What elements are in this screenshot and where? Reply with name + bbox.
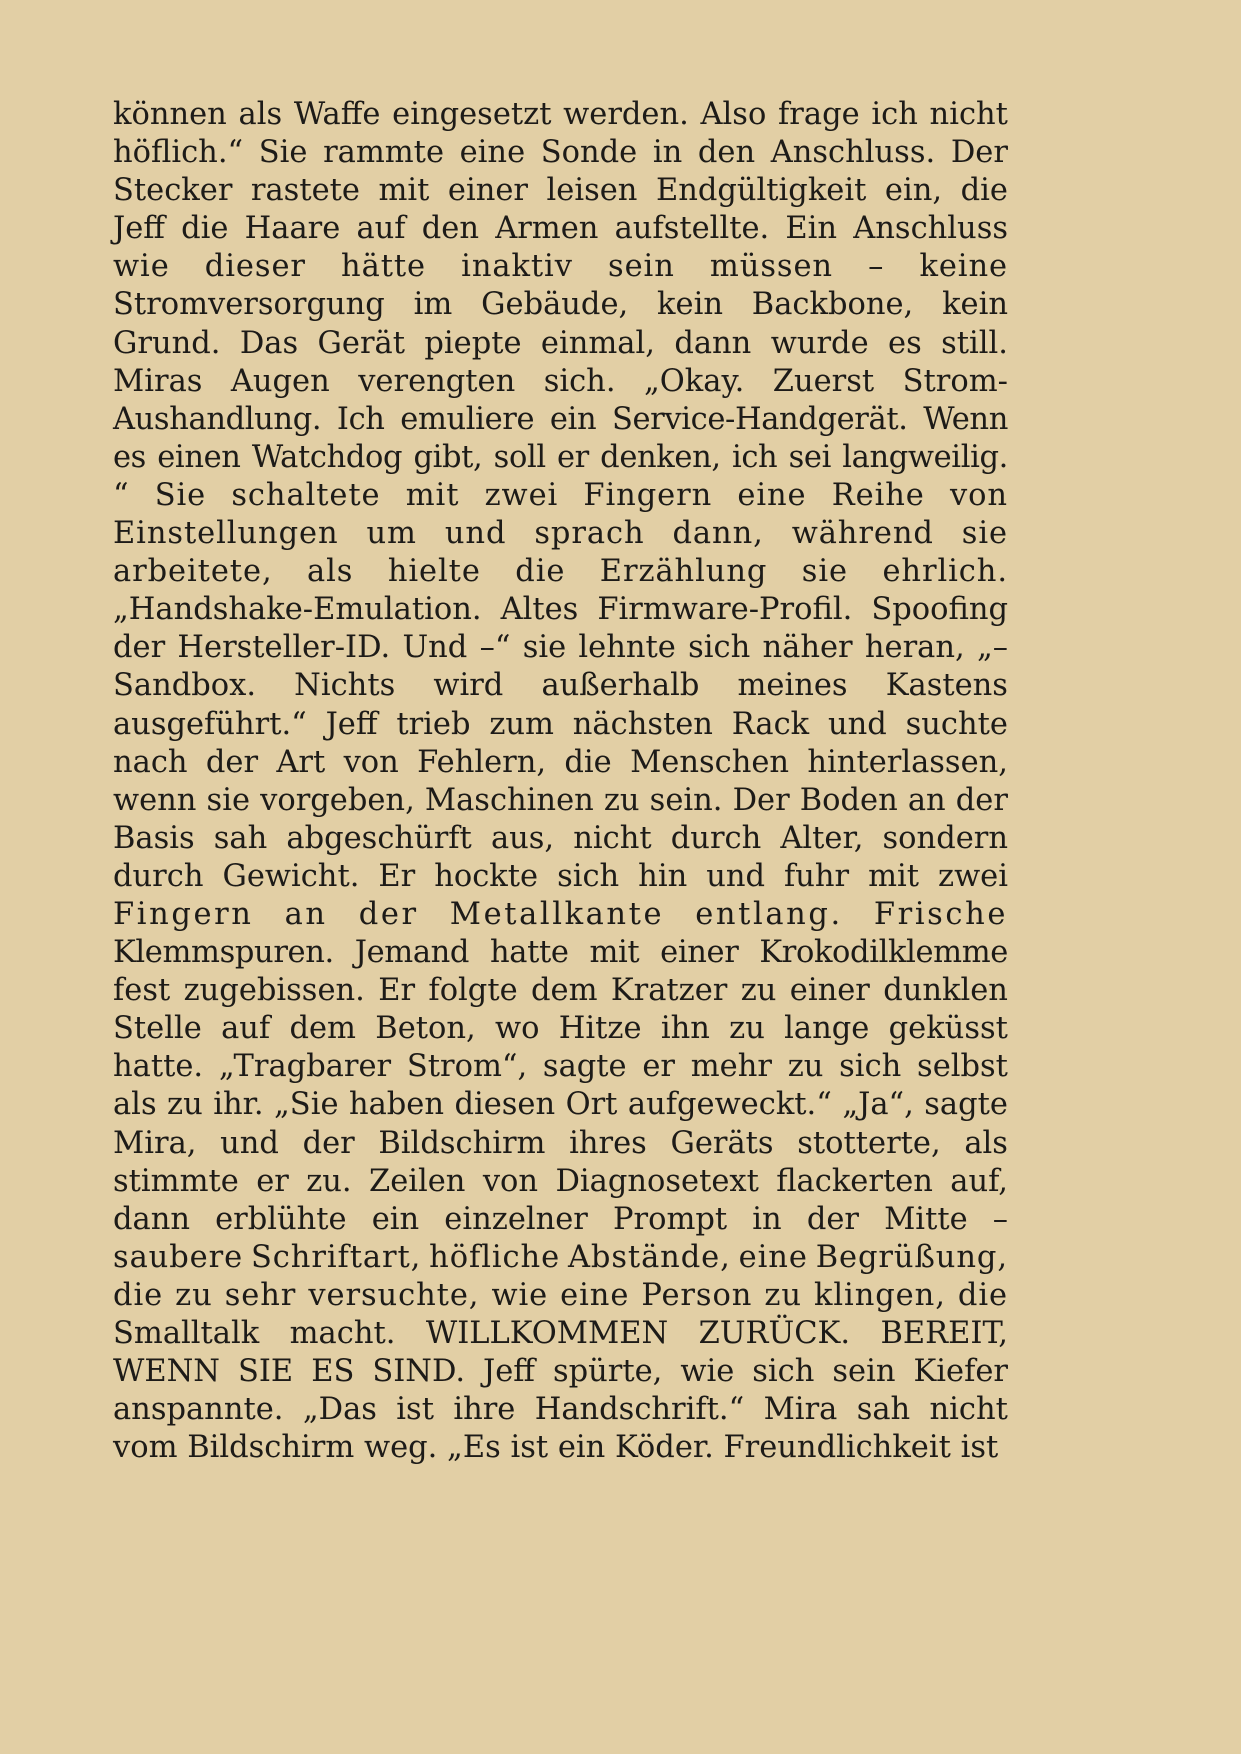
text-line: Smalltalk macht. WILLKOMMEN ZURÜCK. BEREIT, [113,1316,1008,1351]
text-line: Fingern an der Metallkante entlang. Frische [113,896,1008,932]
text-line: als zu ihr. „Sie haben diesen Ort aufgeweckt.“ „Ja“, sagte [113,1087,1008,1123]
text-line: WENN SIE ES SIND. Jeff spürte, wie sich sein Kiefer [113,1354,1008,1390]
text-line: wenn sie vorgeben, Maschinen zu sein. Der Boden an der [113,782,1008,818]
text-line: es einen Watchdog gibt, soll er denken, ich sei langweilig. [113,439,1008,475]
text-line: anspannte. „Das ist ihre Handschrift.“ Mira sah nicht [113,1392,1008,1428]
text-line: “ Sie schaltete mit zwei Fingern eine Reihe von [113,477,1008,513]
text-line: ausgeführt.“ Jeff trieb zum nächsten Rack und suchte [113,706,1008,742]
text-line: Miras Augen verengten sich. „Okay. Zuerst Strom- [113,363,1008,399]
text-line: durch Gewicht. Er hockte sich hin und fuhr mit zwei [113,858,1008,894]
text-line: der Hersteller-ID. Und –“ sie lehnte sich näher heran, „– [113,630,1008,666]
text-line: höflich.“ Sie rammte eine Sonde in den Anschluss. Der [113,135,1008,171]
text-line: Stelle auf dem Beton, wo Hitze ihn zu lange geküsst [113,1011,1008,1047]
text-line: hatte. „Tragbarer Strom“, sagte er mehr zu sich selbst [113,1049,1008,1085]
text-line: Mira, und der Bildschirm ihres Geräts stotterte, als [113,1125,1008,1161]
page-text-block [113,96,1008,1467]
text-line: stimmte er zu. Zeilen von Diagnosetext flackerten auf, [113,1163,1008,1199]
text-line: Aushandlung. Ich emuliere ein Service-Handgerät. Wenn [113,401,1008,437]
text-line: nach der Art von Fehlern, die Menschen hinterlassen, [113,744,1008,780]
body-text [113,96,1008,1467]
text-line: Stromversorgung im Gebäude, kein Backbone, kein [113,287,1008,323]
text-line: arbeitete, als hielte die Erzählung sie ehrlich. [113,554,1008,590]
text-line: „Handshake-Emulation. Altes Firmware-Profil. Spoofing [113,592,1008,628]
text-line: Grund. Das Gerät piepte einmal, dann wurde es still. [113,325,1008,361]
text-line: Basis sah abgeschürft aus, nicht durch Alter, sondern [113,820,1008,856]
text-line: Jeff die Haare auf den Armen aufstellte. Ein Anschluss [113,211,1008,247]
text-line: Klemmspuren. Jemand hatte mit einer Krokodilklemme [113,935,1008,971]
text-line: Stecker rastete mit einer leisen Endgültigkeit ein, die [113,173,1008,209]
text-line: Einstellungen um und sprach dann, während sie [113,516,1008,552]
text-line: können als Waffe eingesetzt werden. Also frage ich nicht [113,97,1008,132]
text-line: wie dieser hätte inaktiv sein müssen – keine [113,249,1008,285]
text-line: die zu sehr versuchte, wie eine Person zu klingen, die [113,1277,1008,1313]
text-line: saubere Schriftart, höfliche Abstände, eine Begrüßung, [113,1239,1008,1275]
text-line: vom Bildschirm weg. „Es ist ein Köder. Freundlichkeit ist [113,1430,999,1466]
text-line: Sandbox. Nichts wird außerhalb meines Kastens [113,668,1008,704]
text-line: dann erblühte ein einzelner Prompt in der Mitte – [113,1201,1008,1237]
text-line: fest zugebissen. Er folgte dem Kratzer zu einer dunklen [113,973,1008,1009]
